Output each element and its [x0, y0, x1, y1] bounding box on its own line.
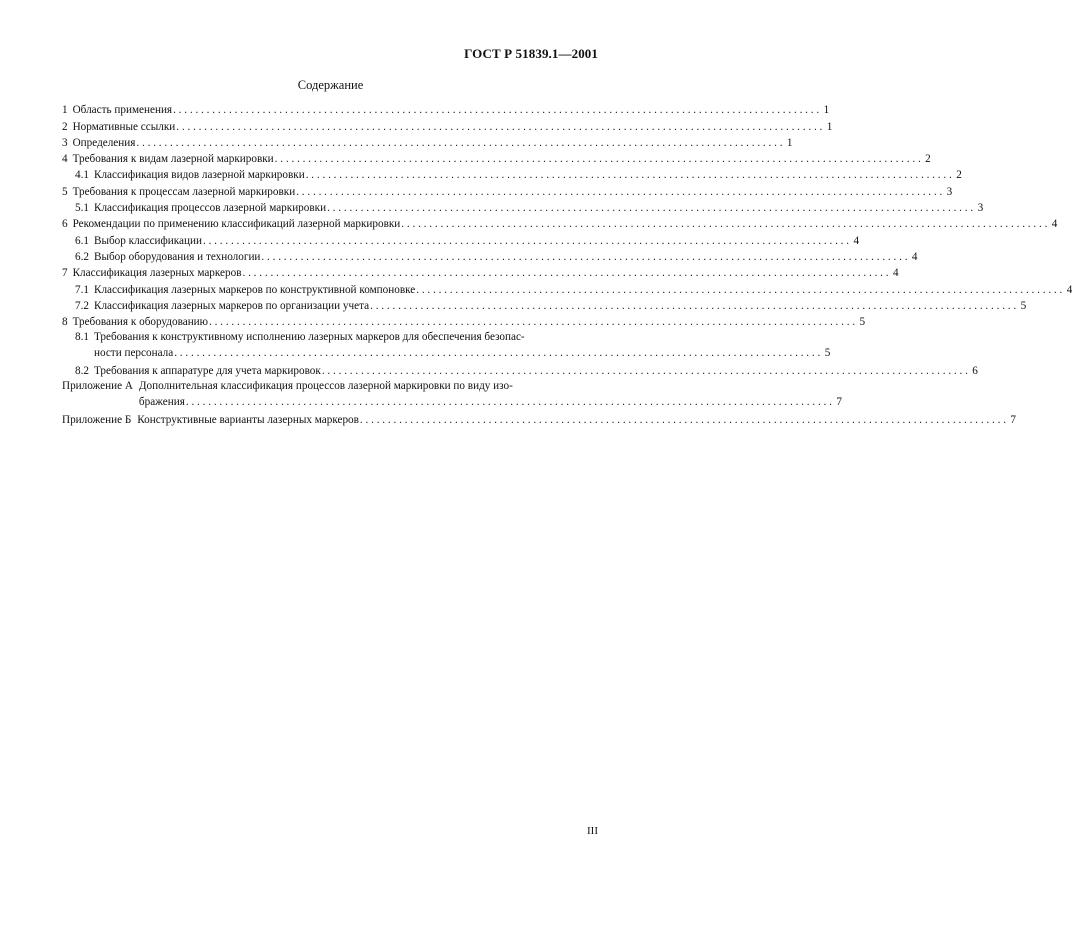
toc-entry-title: Классификация лазерных маркеров по конструктивной компоновке	[93, 283, 416, 296]
toc-entry-number: 8.2	[75, 365, 89, 378]
toc-entry-title: Классификация лазерных маркеров	[72, 267, 242, 280]
toc-entry-8-2[interactable]	[62, 362, 978, 378]
toc-entry-title: Требования к процессам лазерной маркировки	[72, 185, 296, 198]
toc-entry-page: 6	[972, 365, 978, 378]
document-code: ГОСТ Р 51839.1—2001	[464, 46, 598, 61]
toc-entry-number: Приложение Б	[62, 413, 132, 426]
leader-dots	[327, 201, 973, 215]
toc-entry-number: 6	[62, 218, 68, 231]
leader-dots	[136, 136, 782, 150]
toc-entry-5[interactable]	[62, 182, 953, 198]
toc-entry-number: 1	[62, 104, 68, 117]
toc-entry-number: 8.1	[75, 331, 89, 344]
toc-entry-page: 3	[977, 202, 984, 215]
toc-entry-number: 5	[62, 185, 68, 198]
toc-title: Содержание	[297, 78, 364, 92]
toc-entry-1[interactable]	[62, 101, 830, 117]
toc-entry-page: 1	[786, 136, 793, 149]
toc-entry-appendix-a[interactable]	[62, 378, 842, 411]
toc-entry-page: 4	[892, 267, 899, 280]
toc-entry-page: 2	[925, 153, 931, 166]
toc-entry-page: 4	[1066, 283, 1072, 296]
toc-entry-7-2[interactable]	[62, 297, 1027, 313]
toc-entry-7[interactable]	[62, 264, 899, 280]
leader-dots	[370, 299, 1016, 313]
toc-entry-6-1[interactable]	[62, 231, 860, 247]
toc-entry-title: Требования к видам лазерной маркировки	[72, 153, 274, 166]
toc-entry-3[interactable]	[62, 134, 793, 150]
toc-entry-page: 7	[836, 396, 842, 409]
toc-entry-title: Выбор оборудования и технологии	[93, 250, 261, 263]
leader-dots	[203, 234, 849, 248]
toc-entry-title: Классификация видов лазерной маркировки	[93, 169, 305, 182]
leader-dots	[261, 250, 907, 264]
toc-entry-page: 5	[859, 316, 866, 329]
toc-entry-appendix-b[interactable]	[62, 411, 1016, 427]
toc-entry-4-1[interactable]	[62, 166, 962, 182]
leader-dots	[416, 283, 1062, 297]
toc-entry-5-1[interactable]	[62, 199, 984, 215]
leader-dots	[360, 413, 1006, 427]
leader-dots	[322, 364, 968, 378]
toc-entry-title: Классификация лазерных маркеров по организации учета	[93, 299, 370, 312]
toc-entry-number: Приложение А	[62, 380, 133, 393]
toc-entry-page: 5	[824, 347, 831, 360]
toc-entry-number: 4.1	[75, 169, 89, 182]
toc-entry-title: Определения	[72, 136, 136, 149]
toc-entry-page: 1	[823, 104, 830, 117]
page-number: III	[587, 825, 598, 837]
toc-entry-page: 4	[911, 250, 918, 263]
toc-entry-number: 2	[62, 120, 68, 133]
toc-entry-page: 5	[1020, 299, 1027, 312]
toc-entry-6[interactable]	[62, 215, 1058, 231]
toc-entry-number: 7.1	[75, 283, 89, 296]
toc-entry-page: 2	[956, 169, 962, 182]
toc-entry-title: Рекомендации по применению классификаций лазерной маркировки	[72, 218, 401, 231]
leader-dots	[242, 266, 888, 280]
toc-entry-title-line2: ности персонала	[93, 347, 174, 360]
leader-dots	[174, 345, 820, 361]
toc-entry-title: Область применения	[72, 104, 173, 117]
toc-entry-8-1[interactable]	[62, 329, 831, 362]
toc-entry-number: 4	[62, 153, 68, 166]
leader-dots	[306, 168, 952, 182]
toc-entry-page: 4	[1051, 218, 1058, 231]
toc-entry-title: Требования к оборудованию	[72, 316, 209, 329]
toc-entry-page: 1	[826, 120, 833, 133]
toc-entry-4[interactable]	[62, 150, 931, 166]
toc-entry-7-1[interactable]	[62, 280, 1072, 296]
toc-entry-page: 7	[1010, 413, 1016, 426]
leader-dots	[173, 103, 819, 117]
toc-entry-6-2[interactable]	[62, 248, 918, 264]
toc-entry-title: Классификация процессов лазерной маркировки	[93, 202, 327, 215]
toc-entry-page: 3	[946, 185, 953, 198]
leader-dots	[186, 394, 832, 410]
toc-entry-title: Нормативные ссылки	[72, 120, 176, 133]
toc-entry-number: 3	[62, 136, 68, 149]
leader-dots	[401, 217, 1047, 231]
toc-entry-8[interactable]	[62, 313, 866, 329]
toc-entry-2[interactable]	[62, 117, 833, 133]
toc-entry-number: 6.2	[75, 250, 89, 263]
leader-dots	[209, 315, 855, 329]
toc-entry-title: Конструктивные варианты лазерных маркеров	[137, 413, 359, 426]
toc-entry-title-line2: бражения	[138, 396, 185, 409]
leader-dots	[275, 152, 921, 166]
toc-entry-title: Требования к аппаратуре для учета маркировок	[93, 365, 321, 378]
toc-entry-number: 7.2	[75, 299, 89, 312]
toc-entry-title: Выбор классификации	[93, 234, 202, 247]
toc-entry-number: 8	[62, 316, 68, 329]
toc-entry-title-line1: Требования к конструктивному исполнению лазерных маркеров для обеспечения безопас-	[93, 331, 525, 344]
leader-dots	[296, 185, 942, 199]
toc-entry-title-line1: Дополнительная классификация процессов лазерной маркировки по виду изо-	[138, 380, 513, 393]
toc-entry-number: 5.1	[75, 202, 89, 215]
table-of-contents	[62, 101, 1072, 427]
leader-dots	[176, 120, 822, 134]
toc-entry-number: 6.1	[75, 234, 89, 247]
toc-entry-number: 7	[62, 267, 68, 280]
toc-entry-page: 4	[853, 234, 860, 247]
